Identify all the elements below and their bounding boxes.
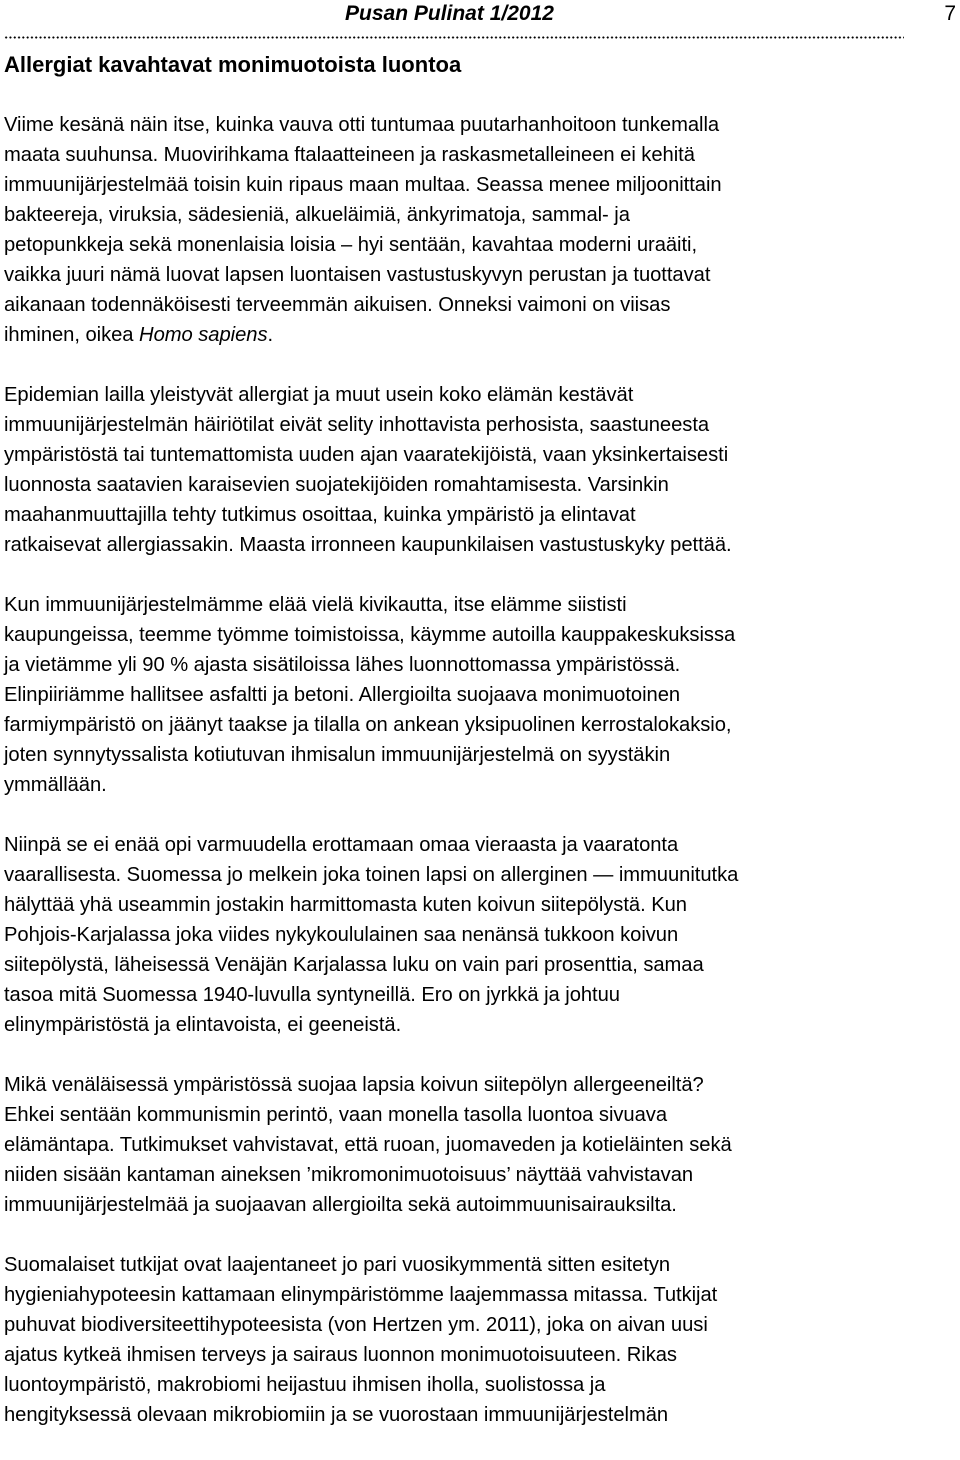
text-line: farmiympäristö on jäänyt taakse ja tilalla on ankean yksipuolinen kerrostalokaksio,	[4, 714, 732, 736]
text-line: vaikka juuri nämä luovat lapsen luontaisen vastustuskyvyn perustan ja tuottavat	[4, 264, 711, 286]
article	[4, 48, 958, 1460]
publication-title: Pusan Pulinat 1/2012	[345, 2, 554, 25]
text-line: Elinpiiriämme hallitsee asfaltti ja betoni. Allergioilta suojaava monimuotoinen	[4, 684, 681, 706]
species-name: Homo sapiens	[139, 324, 268, 346]
page-header	[0, 0, 960, 28]
text-line: Mikä venäläisessä ympäristössä suojaa lapsia koivun siitepölyn allergeeneiltä?	[4, 1074, 704, 1096]
text-line: ympäristöstä tai tuntemattomista uuden ajan vaaratekijöistä, vaan yksinkertaisesti	[4, 444, 729, 466]
text-line: Viime kesänä näin itse, kuinka vauva otti tuntumaa puutarhanhoitoon tunkemalla	[4, 114, 720, 136]
text-line: maata suuhunsa. Muovirihkama ftalaatteineen ja raskasmetalleineen ei kehitä	[4, 144, 695, 166]
page-number: 7	[944, 2, 956, 25]
text-line-last	[4, 320, 958, 350]
article-title: Allergiat kavahtavat monimuotoista luontoa	[4, 52, 462, 77]
paragraph-5	[4, 1070, 958, 1220]
text-line: Kun immuunijärjestelmämme elää vielä kivikautta, itse elämme siististi	[4, 594, 627, 616]
text-fragment: ihminen, oikea	[4, 324, 140, 346]
text-line: Niinpä se ei enää opi varmuudella erottamaan omaa vieraasta ja vaaratonta	[4, 834, 679, 856]
paragraph-2	[4, 380, 958, 560]
text-line: vaarallisesta. Suomessa jo melkein joka toinen lapsi on allerginen — immuunitutka	[4, 864, 739, 886]
dotted-rule	[4, 36, 904, 39]
paragraph-3	[4, 590, 958, 800]
text-line: Ehkei sentään kommunismin perintö, vaan monella tasolla luontoa sivuava	[4, 1104, 668, 1126]
paragraph-1	[4, 110, 958, 350]
text-line: tasoa mitä Suomessa 1940-luvulla syntyneillä. Ero on jyrkkä ja johtuu	[4, 984, 620, 1006]
text-line: niiden sisään kantaman aineksen ’mikromonimuotoisuus’ näyttää vahvistavan	[4, 1164, 694, 1186]
text-line: Suomalaiset tutkijat ovat laajentaneet jo pari vuosikymmentä sitten esitetyn	[4, 1254, 671, 1276]
text-line: hengityksessä olevaan mikrobiomiin ja se vuorostaan immuunijärjestelmän	[4, 1404, 669, 1426]
text-line: elinympäristöstä ja elintavoista, ei geeneistä.	[4, 1014, 402, 1036]
text-line: Epidemian lailla yleistyvät allergiat ja muut usein koko elämän kestävät	[4, 384, 634, 406]
text-line: luontoympäristö, makrobiomi heijastuu ihmisen iholla, suolistossa ja	[4, 1374, 606, 1396]
text-line: ajatus kytkeä ihmisen terveys ja sairaus luonnon monimuotoisuuteen. Rikas	[4, 1344, 677, 1366]
text-line: siitepölystä, läheisessä Venäjän Karjalassa luku on vain pari prosenttia, samaa	[4, 954, 704, 976]
text-line: immuunijärjestelmän häiriötilat eivät selity inhottavista perhosista, saastuneesta	[4, 414, 710, 436]
title-spacer	[4, 82, 958, 110]
text-line: kaupungeissa, teemme työmme toimistoissa, käymme autoilla kauppakeskuksissa	[4, 624, 736, 646]
text-line: hälyttää yhä useammin jostakin harmittomasta kuten koivun siitepölystä. Kun	[4, 894, 687, 916]
text-line: joten synnytyssalista kotiutuvan ihmisalun immuunijärjestelmä on syystäkin	[4, 744, 671, 766]
text-line: luonnosta saatavien karaisevien suojatekijöiden romahtamisesta. Varsinkin	[4, 474, 669, 496]
text-line: aikanaan todennäköisesti terveemmän aikuisen. Onneksi vaimoni on viisas	[4, 294, 671, 316]
paragraph-4	[4, 830, 958, 1040]
text-line: hygieniahypoteesin kattamaan elinympäristömme laajemmassa mitassa. Tutkijat	[4, 1284, 718, 1306]
paragraph-6	[4, 1250, 958, 1430]
text-line: petopunkkeja sekä monenlaisia loisia – hyi sentään, kavahtaa moderni uraäiti,	[4, 234, 698, 256]
text-line: elämäntapa. Tutkimukset vahvistavat, että ruoan, juomaveden ja kotieläinten sekä	[4, 1134, 732, 1156]
text-line: ratkaisevat allergiassakin. Maasta irronneen kaupunkilaisen vastustuskyky pettää.	[4, 534, 732, 556]
text-line: puhuvat biodiversiteettihypoteesista (von Hertzen ym. 2011), joka on aivan uusi	[4, 1314, 708, 1336]
text-line: immuunijärjestelmää ja suojaavan allergioilta sekä autoimmuunisairauksilta.	[4, 1194, 677, 1216]
text-line: immuunijärjestelmää toisin kuin ripaus maan multaa. Seassa menee miljoonittain	[4, 174, 722, 196]
text-fragment: .	[267, 324, 274, 346]
text-line: ymmällään.	[4, 774, 107, 796]
text-line: maahanmuuttajilla tehty tutkimus osoittaa, kuinka ympäristö ja elintavat	[4, 504, 636, 526]
text-line: ja vietämme yli 90 % ajasta sisätiloissa lähes luonnottomassa ympäristössä.	[4, 654, 681, 676]
text-line: Pohjois-Karjalassa joka viides nykykoululainen saa nenänsä tukkoon koivun	[4, 924, 679, 946]
text-line: bakteereja, viruksia, sädesieniä, alkueläimiä, änkyrimatoja, sammal- ja	[4, 204, 630, 226]
